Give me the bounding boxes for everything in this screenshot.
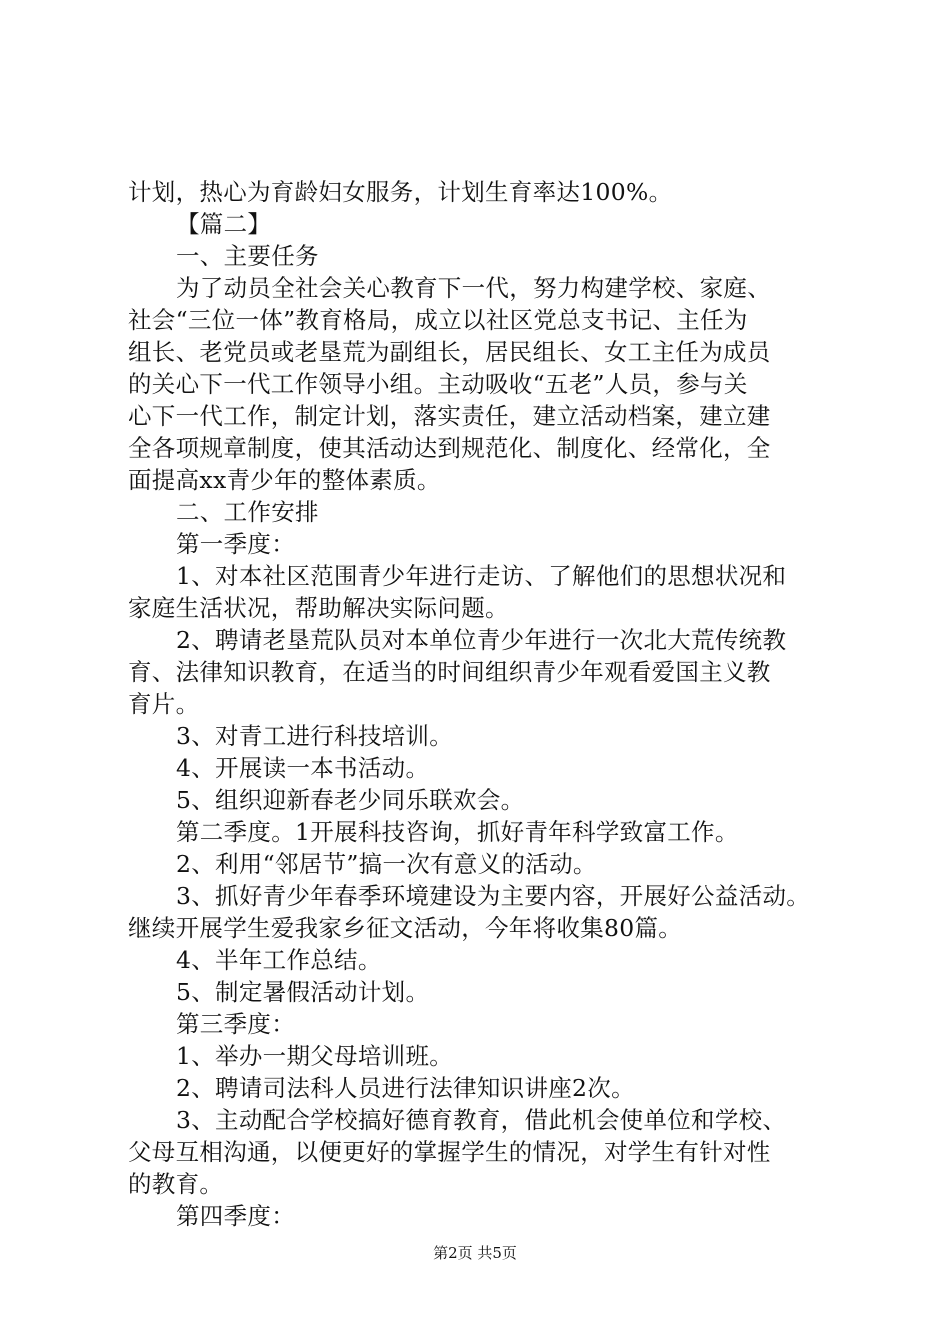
- text-line: 3、抓好青少年春季环境建设为主要内容，开展好公益活动。: [176, 882, 811, 910]
- text-line: 2、利用“邻居节”搞一次有意义的活动。: [176, 850, 597, 878]
- text-line: 2、聘请老垦荒队员对本单位青少年进行一次北大荒传统教: [176, 626, 787, 654]
- text-line: 第二季度。1开展科技咨询，抓好青年科学致富工作。: [176, 818, 739, 846]
- text-line: 4、开展读一本书活动。: [176, 754, 430, 782]
- text-line: 第三季度：: [176, 1010, 295, 1038]
- text-line: 二、工作安排: [176, 498, 319, 526]
- text-line: 计划，热心为育龄妇女服务，计划生育率达100%。: [128, 178, 673, 206]
- text-line: 家庭生活状况，帮助解决实际问题。: [128, 594, 509, 622]
- text-line: 组长、老党员或老垦荒为副组长，居民组长、女工主任为成员: [128, 338, 771, 366]
- text-line: 3、对青工进行科技培训。: [176, 722, 454, 750]
- text-line: 社会“三位一体”教育格局，成立以社区党总支书记、主任为: [128, 306, 748, 334]
- text-line: 第四季度：: [176, 1202, 295, 1230]
- text-line: 父母互相沟通，以便更好的掌握学生的情况，对学生有针对性: [128, 1138, 771, 1166]
- text-line: 2、聘请司法科人员进行法律知识讲座2次。: [176, 1074, 635, 1102]
- text-line: 的关心下一代工作领导小组。主动吸收“五老”人员，参与关: [128, 370, 748, 398]
- text-line: 全各项规章制度，使其活动达到规范化、制度化、经常化，全: [128, 434, 771, 462]
- text-line: 5、组织迎新春老少同乐联欢会。: [176, 786, 525, 814]
- document-body: [128, 176, 840, 1232]
- text-line: 心下一代工作，制定计划，落实责任，建立活动档案，建立建: [128, 402, 771, 430]
- text-line: 一、主要任务: [176, 242, 319, 270]
- text-line: 面提高xx青少年的整体素质。: [128, 466, 441, 494]
- text-line: 育、法律知识教育，在适当的时间组织青少年观看爱国主义教: [128, 658, 771, 686]
- text-line: 为了动员全社会关心教育下一代，努力构建学校、家庭、: [176, 274, 771, 302]
- text-line: 5、制定暑假活动计划。: [176, 978, 430, 1006]
- text-line: 【篇二】: [176, 210, 272, 238]
- text-line: 的教育。: [128, 1170, 224, 1198]
- text-line: 1、对本社区范围青少年进行走访、了解他们的思想状况和: [176, 562, 787, 590]
- page-footer: 第2页 共5页: [433, 1244, 517, 1262]
- text-line: 第一季度：: [176, 530, 295, 558]
- text-line: 继续开展学生爱我家乡征文活动，今年将收集80篇。: [128, 914, 683, 942]
- text-line: 育片。: [128, 690, 200, 718]
- text-line: 3、主动配合学校搞好德育教育，借此机会使单位和学校、: [176, 1106, 787, 1134]
- text-line: 1、举办一期父母培训班。: [176, 1042, 454, 1070]
- text-line: 4、半年工作总结。: [176, 946, 382, 974]
